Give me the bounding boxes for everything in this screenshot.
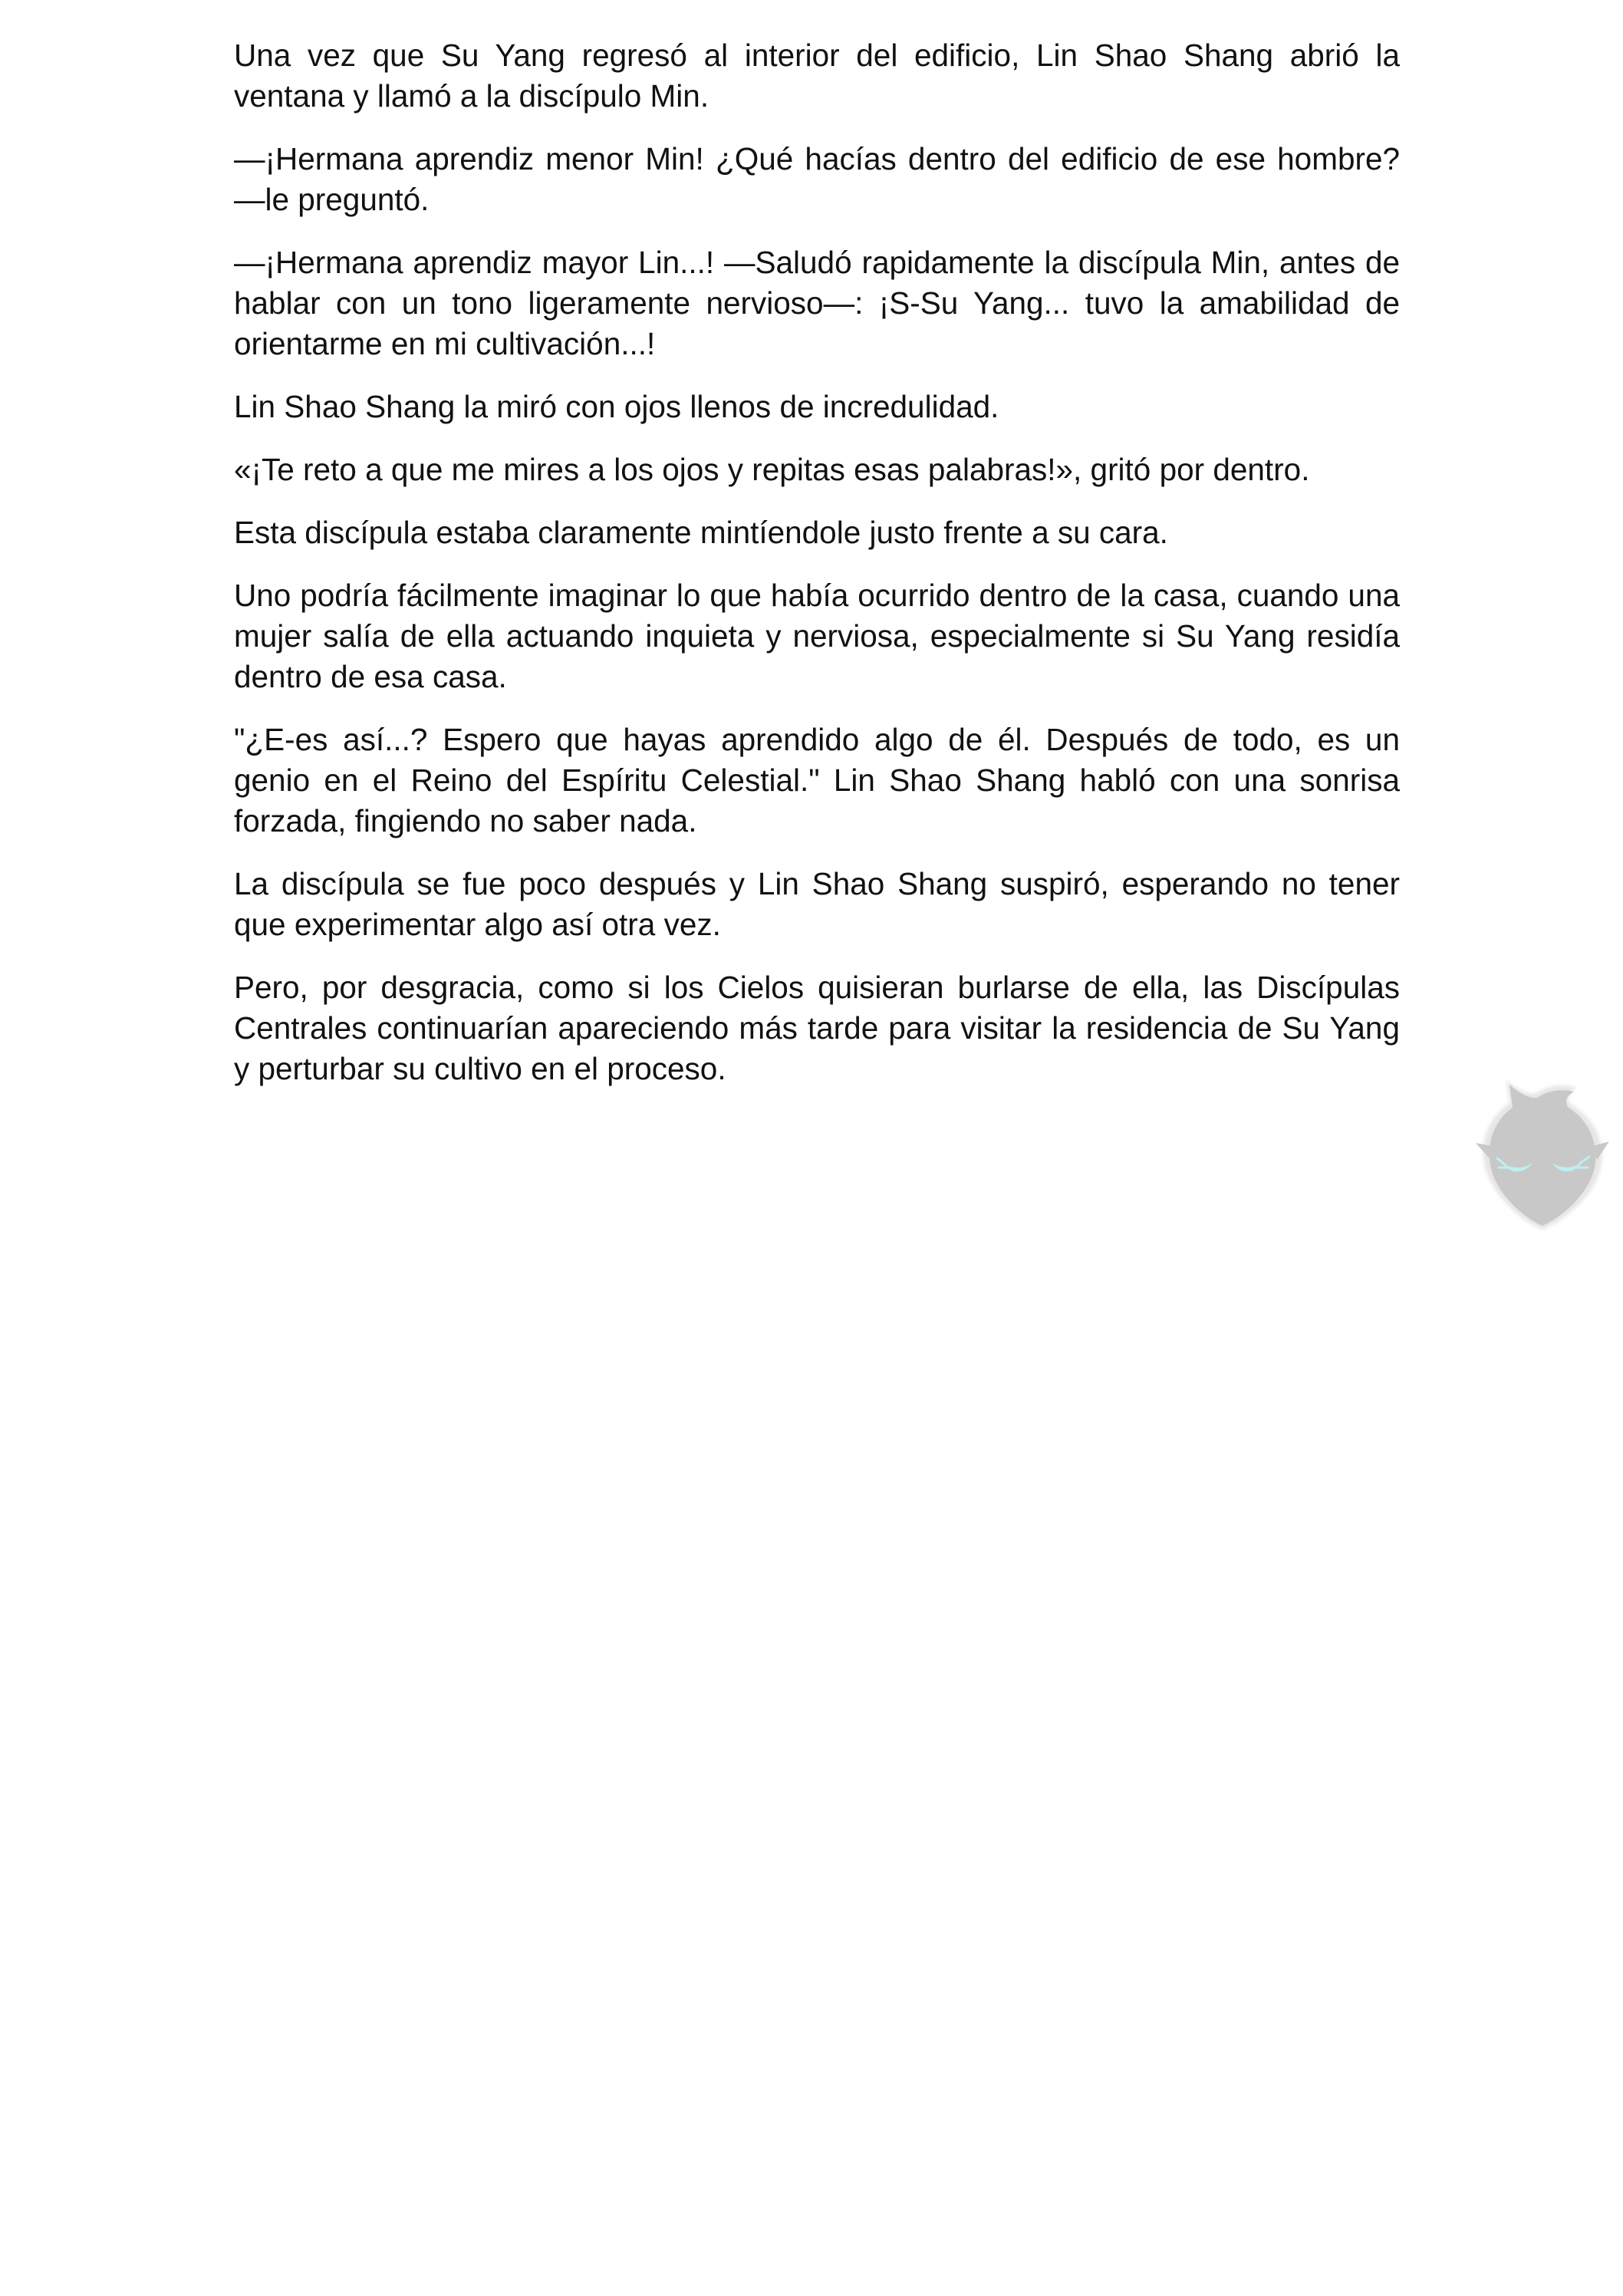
paragraph-8: "¿E-es así...? Espero que hayas aprendido algo de él. Después de todo, es un genio en el Reino del Espíritu Celestial." Lin Shao Shang habló con una sonrisa forzada, fingiendo no saber nada. [234, 722, 1400, 838]
paragraph-3: —¡Hermana aprendiz mayor Lin...! —Saludó rapidamente la discípula Min, antes de hablar con un tono ligeramente nervioso—: ¡S-Su Yang... tuvo la amabilidad de orientarme en mi cultivación...! [234, 245, 1400, 361]
paragraph-9: La discípula se fue poco después y Lin Shao Shang suspiró, esperando no tener que experimentar algo así otra vez. [234, 866, 1400, 942]
paragraph-1: Una vez que Su Yang regresó al interior del edificio, Lin Shao Shang abrió la ventana y llamó a la discípulo Min. [234, 38, 1400, 114]
paragraph-10: Pero, por desgracia, como si los Cielos quisieran burlarse de ella, las Discípulas Centrales continuarían apareciendo más tarde para visitar la residencia de Su Yang y perturbar su cultivo en el proceso. [234, 970, 1400, 1086]
paragraph-5: «¡Te reto a que me mires a los ojos y repitas esas palabras!», gritó por dentro. [234, 452, 1310, 487]
paragraph-4: Lin Shao Shang la miró con ojos llenos de incredulidad. [234, 389, 999, 424]
document-body [234, 35, 1400, 1112]
paragraph-7: Uno podría fácilmente imaginar lo que había ocurrido dentro de la casa, cuando una mujer salía de ella actuando inquieta y nerviosa, especialmente si Su Yang residía dentro de esa casa. [234, 578, 1400, 694]
demon-head-icon [1462, 1072, 1623, 1241]
paragraph-6: Esta discípula estaba claramente mintíendole justo frente a su cara. [234, 515, 1168, 550]
paragraph-2: —¡Hermana aprendiz menor Min! ¿Qué hacías dentro del edificio de ese hombre? —le preguntó. [234, 141, 1400, 217]
